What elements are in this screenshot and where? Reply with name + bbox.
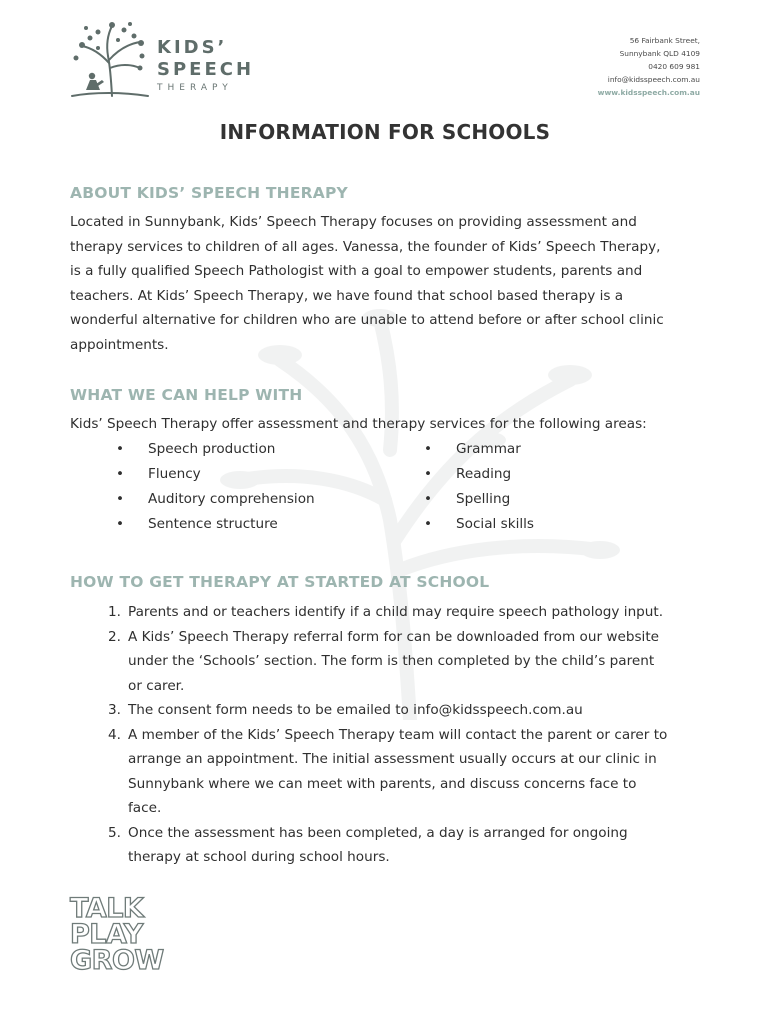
list-item: • Social skills [424,516,534,532]
help-heading: WHAT WE CAN HELP WITH [70,386,303,404]
step-item: 2. A Kids’ Speech Therapy referral form for can be downloaded from our website under the ‘Schools’ section. The form is then completed by the child’s parent or carer. [108,628,660,694]
list-item: • Sentence structure [116,516,278,532]
phone-number: 0420 609 981 [648,62,700,71]
step-item: 5. Once the assessment has been completed, a day is arranged for ongoing therapy at school during school hours. [108,824,628,865]
about-line: appointments. [70,336,169,353]
brand-line-kids: KIDS’ [157,37,228,58]
tree-logo-icon [68,18,152,104]
howto-steps [108,600,708,870]
email-link[interactable]: info@kidsspeech.com.au [607,75,700,84]
list-item: • Speech production [116,441,276,457]
address-line-1: 56 Fairbank Street, [629,36,700,45]
howto-heading: HOW TO GET THERAPY AT STARTED AT SCHOOL [70,573,490,591]
about-line: teachers. At Kids’ Speech Therapy, we have found that school based therapy is a [70,287,624,304]
about-line: Located in Sunnybank, Kids’ Speech Therapy focuses on providing assessment and [70,214,637,230]
page-title: INFORMATION FOR SCHOOLS [219,120,551,144]
about-line: wonderful alternative for children who are unable to attend before or after school clinic [70,312,664,329]
list-item: • Reading [424,466,512,482]
brand-line-speech: SPEECH [157,59,255,80]
help-intro: Kids’ Speech Therapy offer assessment and therapy services for the following areas: [70,416,647,432]
about-line: therapy services to children of all ages. Vanessa, the founder of Kids’ Speech Therapy, [70,238,661,255]
address-line-2: Sunnybank QLD 4109 [619,49,700,58]
step-item: 4. A member of the Kids’ Speech Therapy team will contact the parent or carer to arrange an appointment. The initial assessment usually occurs at our clinic in Sunnybank where we can meet with parents, and discuss concerns face to face. [108,726,668,816]
tagline-play: PLAY [70,919,143,950]
list-item: • Spelling [424,491,511,507]
tagline-grow: GROW [70,945,164,976]
list-item: • Grammar [424,441,521,457]
help-list-right [424,437,664,537]
about-line: is a fully qualified Speech Pathologist with a goal to empower students, parents and [70,263,643,280]
website-link[interactable]: www.kidsspeech.com.au [597,88,700,97]
brand-line-therapy: THERAPY [157,83,233,93]
tagline-talk: TALK [70,893,144,924]
tagline [70,893,164,976]
list-item: • Auditory comprehension [116,491,315,507]
step-item: 3. The consent form needs to be emailed to info@kidsspeech.com.au [108,702,583,718]
about-heading: ABOUT KIDS’ SPEECH THERAPY [70,184,348,202]
about-paragraph [70,210,710,358]
contact-block [598,34,700,99]
help-list-left [116,437,396,537]
step-item: 1. Parents and or teachers identify if a child may require speech pathology input. [108,604,664,620]
list-item: • Fluency [116,466,201,482]
brand-wordmark [157,37,254,93]
